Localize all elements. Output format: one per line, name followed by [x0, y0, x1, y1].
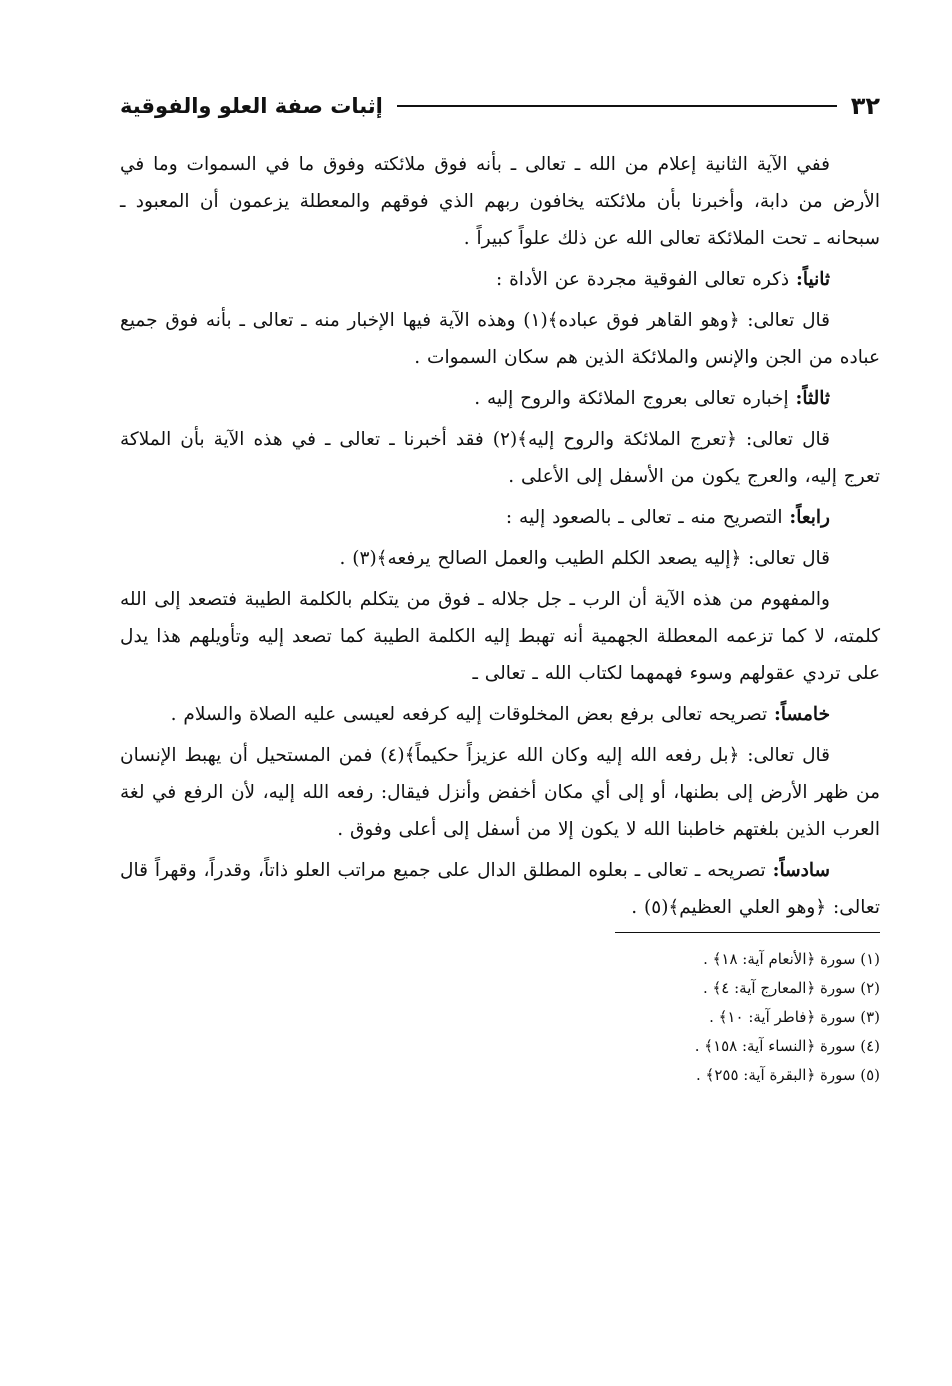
- paragraph: قال تعالى: ﴿وهو القاهر فوق عباده﴾(١) وهذه الآية فيها الإخبار منه ـ تعالى ـ بأنه فوق جميع عباده من الجن والإنس والملائكة الذين هم سكان السموات .: [120, 310, 880, 368]
- footnote: (١) سورة ﴿الأنعام آية: ١٨﴾ .: [703, 950, 880, 968]
- paragraph-point-five: خامساً: تصريحه تعالى برفع بعض المخلوقات إليه كرفعه لعيسى عليه الصلاة والسلام .: [170, 704, 830, 725]
- paragraph-point-six: سادساً: تصريحه ـ تعالى ـ بعلوه المطلق الدال على جميع مراتب العلو ذاتاً، وقدراً، وقهراً قال تعالى: ﴿وهو العلي العظيم﴾(٥) .: [120, 860, 880, 918]
- running-header: [120, 86, 880, 126]
- main-text: [120, 146, 880, 926]
- paragraph: قال تعالى: ﴿تعرج الملائكة والروح إليه﴾(٢) فقد أخبرنا ـ تعالى ـ في هذه الآية بأن الملاكة تعرج إليه، والعرج يكون من الأسفل إلى الأعلى .: [120, 429, 880, 487]
- page: [120, 86, 880, 1090]
- footnote: (٤) سورة ﴿النساء آية: ١٥٨﴾ .: [694, 1037, 880, 1055]
- point-heading: سادساً:: [772, 860, 830, 881]
- paragraph: قال تعالى: ﴿بل رفعه الله إليه وكان الله عزيزاً حكيماً﴾(٤) فمن المستحيل أن يهبط الإنسان من ظهر الأرض إلى بطنها، أو إلى أي مكان أخفض وأنزل فيقال: رفعه الله إليه، لأن الرفع في لغة العرب الذين بلغتهم خاطبنا الله لا يكون إلا من أسفل إلى أعلى وفوق .: [120, 745, 880, 840]
- paragraph-point-two: ثانياً: ذكره تعالى الفوقية مجردة عن الأداة :: [495, 269, 830, 290]
- book-title: إثبات صفة العلو والفوقية: [120, 94, 383, 118]
- footnote: (٥) سورة ﴿البقرة آية: ٢٥٥﴾ .: [696, 1066, 880, 1084]
- paragraph: ففي الآية الثانية إعلام من الله ـ تعالى ـ بأنه فوق ملائكته وفوق ما في السموات وما في الأرض من دابة، وأخبرنا بأن ملائكته يخافون ربهم الذي فوقهم والمعطلة يزعمون أن المعبود ـ سبحانه ـ تحت الملائكة تعالى الله عن ذلك علواً كبيراً .: [120, 154, 880, 249]
- point-heading: رابعاً:: [789, 507, 830, 528]
- paragraph: قال تعالى: ﴿إليه يصعد الكلم الطيب والعمل الصالح يرفعه﴾(٣) .: [339, 548, 830, 569]
- point-heading: ثالثاً:: [795, 388, 830, 409]
- footnote: (٣) سورة ﴿فاطر آية: ١٠﴾ .: [709, 1008, 880, 1026]
- footnote: (٢) سورة ﴿المعارج آية: ٤﴾ .: [702, 979, 880, 997]
- paragraph: والمفهوم من هذه الآية أن الرب ـ جل جلاله ـ فوق من يتكلم بالكلمة الطيبة فتصعد إلى الله كلمته، لا كما تزعمه المعطلة الجهمية أنه تهبط إليه الكلمة الطيبة كما تصعد إليه وتأويلهم هذا يدل على تردي عقولهم وسوء فهمهما لكتاب الله ـ تعالى ـ: [120, 589, 880, 684]
- point-heading: ثانياً:: [796, 269, 830, 290]
- header-rule: [397, 105, 837, 107]
- footnote-separator: [615, 932, 880, 933]
- paragraph-point-three: ثالثاً: إخباره تعالى بعروج الملائكة والروح إليه .: [474, 388, 830, 409]
- paragraph-point-four: رابعاً: التصريح منه ـ تعالى ـ بالصعود إليه :: [505, 507, 830, 528]
- footnotes: [120, 945, 880, 1090]
- page-number: ٣٢: [850, 92, 880, 120]
- point-heading: خامساً:: [774, 704, 830, 725]
